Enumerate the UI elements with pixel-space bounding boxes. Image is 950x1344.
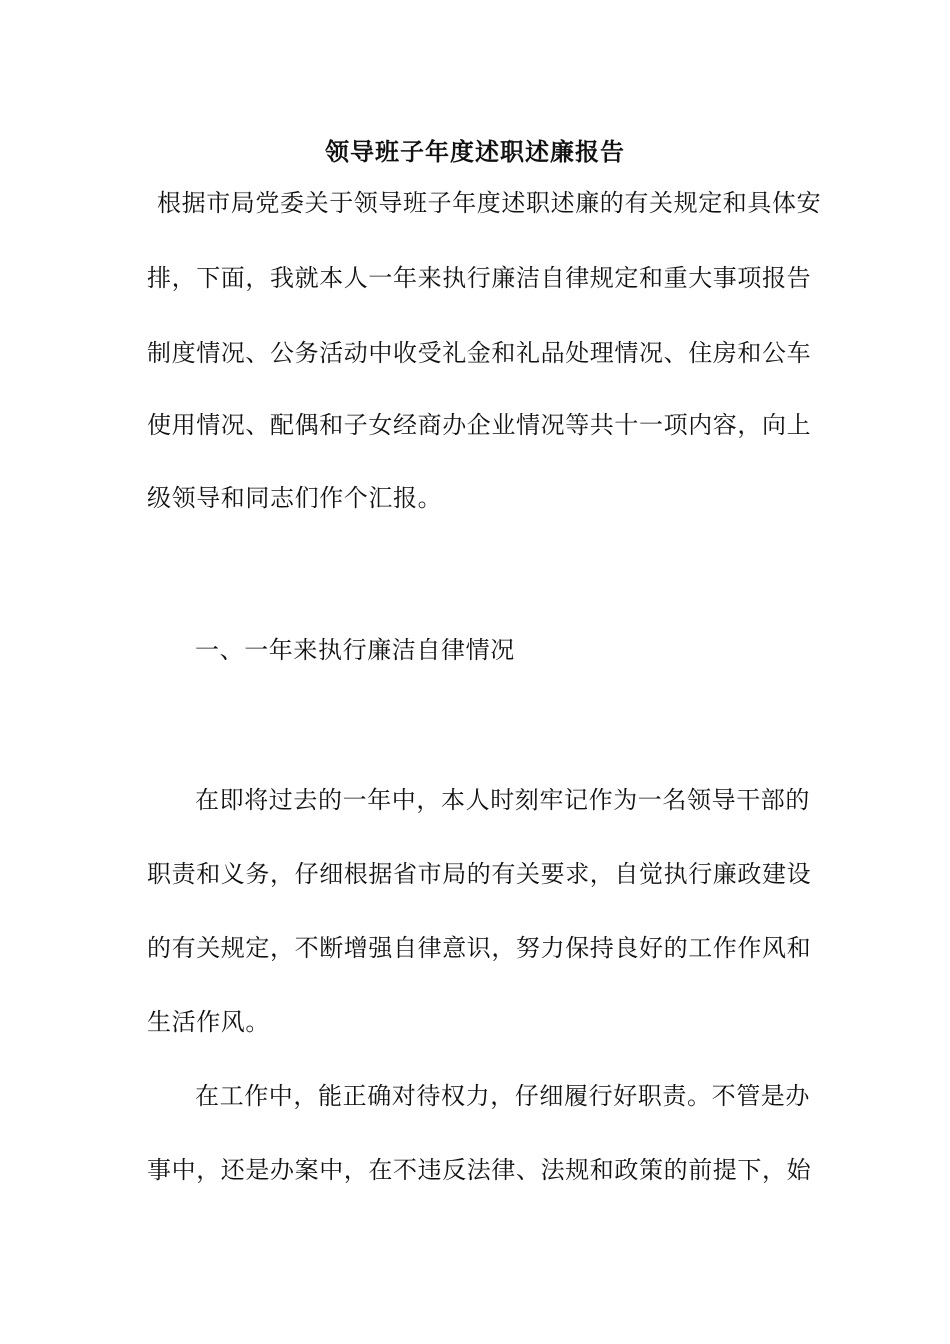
- section-heading: 一、一年来执行廉洁自律情况: [195, 636, 515, 664]
- intro-line-1: 根据市局党委关于领导班子年度述职述廉的有关规定和具体安: [157, 189, 822, 217]
- document-title: 领导班子年度述职述廉报告: [325, 137, 625, 166]
- intro-line-2: 排，下面，我就本人一年来执行廉洁自律规定和重大事项报告: [147, 264, 812, 292]
- paragraph2-line-2: 事中，还是办案中，在不违反法律、法规和政策的前提下，始: [147, 1156, 812, 1184]
- paragraph1-line-2: 职责和义务，仔细根据省市局的有关要求，自觉执行廉政建设: [147, 860, 812, 888]
- paragraph1-line-1: 在即将过去的一年中，本人时刻牢记作为一名领导干部的: [195, 786, 810, 814]
- paragraph1-line-4: 生活作风。: [147, 1008, 270, 1036]
- intro-line-4: 使用情况、配偶和子女经商办企业情况等共十一项内容，向上: [147, 411, 812, 439]
- intro-line-3: 制度情况、公务活动中收受礼金和礼品处理情况、住房和公车: [147, 339, 812, 367]
- intro-line-5: 级领导和同志们作个汇报。: [147, 484, 443, 512]
- paragraph2-line-1: 在工作中，能正确对待权力，仔细履行好职责。不管是办: [195, 1082, 810, 1110]
- paragraph1-line-3: 的有关规定，不断增强自律意识，努力保持良好的工作作风和: [147, 934, 812, 962]
